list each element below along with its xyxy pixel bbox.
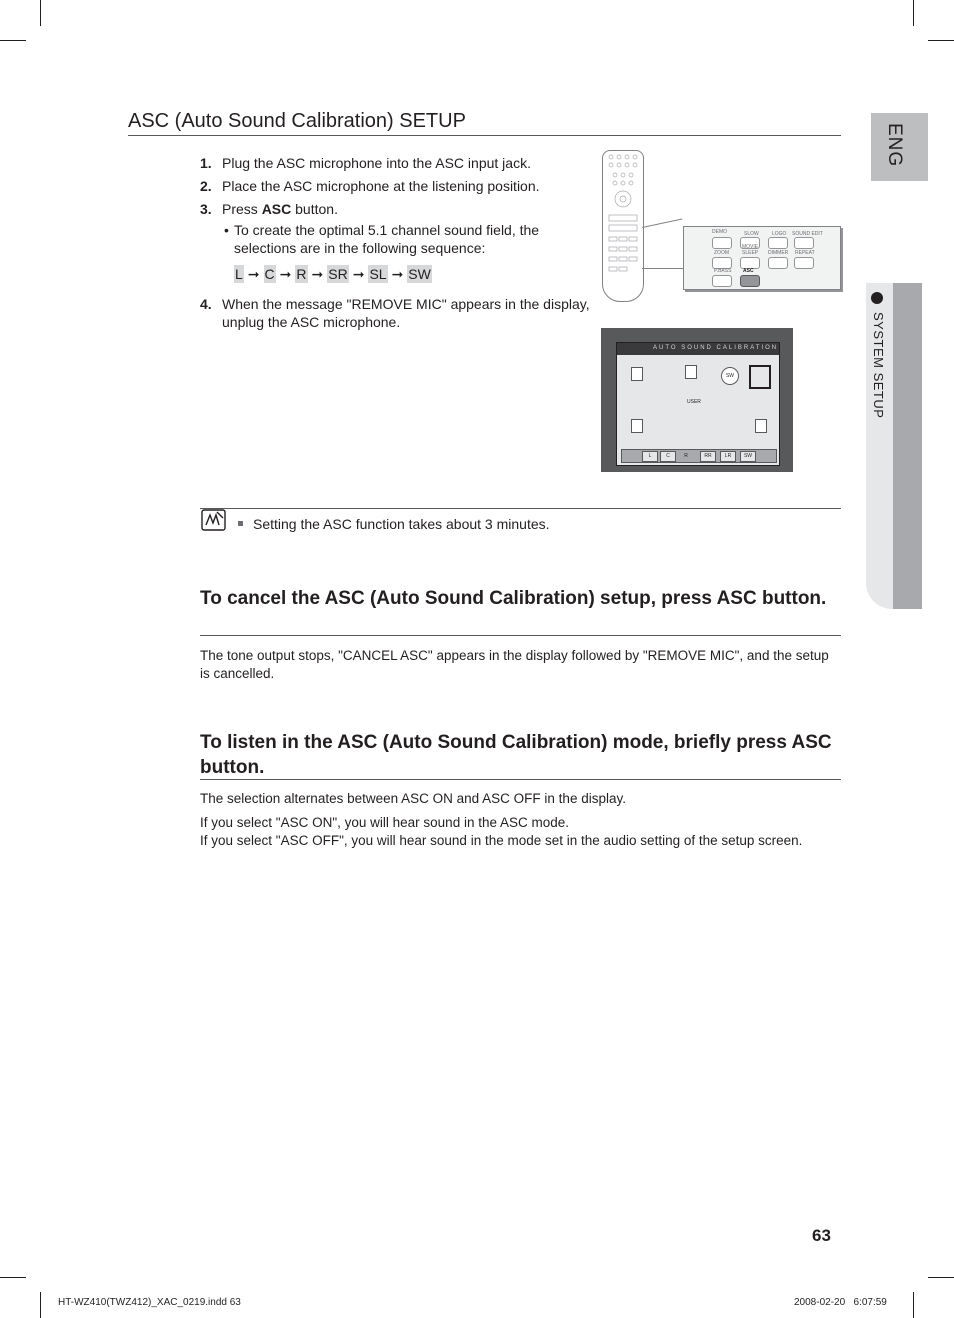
- arrow-right-icon: ➞: [391, 266, 404, 282]
- osd-channel-bar: [621, 449, 777, 463]
- step-number: 3.: [200, 201, 212, 217]
- step-number: 1.: [200, 155, 212, 171]
- note-text: [238, 516, 550, 532]
- footer-timestamp: 2008-02-20 6:07:59: [794, 1297, 887, 1308]
- listen-text-3: If you select "ASC OFF", you will hear sound in the mode set in the audio setting of the setup screen.: [200, 833, 803, 848]
- remote-control-illustration: [602, 150, 644, 302]
- channel-label: SL: [369, 266, 387, 282]
- crop-mark: [0, 40, 26, 41]
- page-number: 63: [812, 1226, 831, 1245]
- step-bold-text: ASC: [261, 201, 292, 217]
- step-text: Press: [222, 201, 262, 217]
- step-text: button.: [291, 201, 338, 217]
- remote-zoom-panel: [683, 226, 841, 290]
- language-tab: [871, 113, 928, 181]
- steps-list: [200, 154, 590, 336]
- osd-channel-tab: C: [660, 451, 676, 462]
- crop-mark: [913, 0, 914, 26]
- speaker-icon: [631, 367, 643, 381]
- note-content: Setting the ASC function takes about 3 minutes.: [253, 516, 550, 532]
- remote-button: [768, 257, 788, 269]
- speaker-icon: [631, 419, 643, 433]
- section-tab-label: SYSTEM SETUP: [871, 312, 886, 419]
- speaker-selection-frame: [749, 365, 771, 389]
- callout-line: [642, 268, 683, 269]
- subwoofer-icon: SW: [721, 367, 739, 385]
- note-rule: [200, 508, 841, 509]
- osd-header: [617, 343, 779, 355]
- listen-heading: To listen in the ASC (Auto Sound Calibration) mode, briefly press ASC button.: [200, 732, 832, 778]
- remote-button: [712, 237, 732, 249]
- crop-mark: [928, 40, 954, 41]
- remote-buttons-icon: [603, 151, 643, 301]
- osd-user-label: USER: [687, 399, 701, 405]
- listen-text-1: The selection alternates between ASC ON and ASC OFF in the display.: [200, 791, 626, 806]
- crop-mark: [0, 1277, 26, 1278]
- cancel-heading: To cancel the ASC (Auto Sound Calibration) setup, press ASC button.: [200, 588, 827, 609]
- osd-title: AUTO SOUND CALIBRATION: [653, 345, 779, 351]
- crop-mark: [40, 0, 41, 26]
- channel-label: SW: [408, 266, 431, 282]
- step-item: [200, 154, 590, 172]
- note-pencil-icon: [201, 509, 226, 531]
- remote-label: LOGO: [772, 231, 787, 237]
- callout-line: [642, 218, 682, 228]
- section-title: ASC (Auto Sound Calibration) SETUP: [128, 110, 466, 132]
- remote-button: [712, 275, 732, 287]
- square-bullet-icon: [238, 521, 243, 526]
- step-text: Plug the ASC microphone into the ASC input jack.: [222, 155, 531, 171]
- step-item: [200, 200, 590, 283]
- remote-label: SLEEP: [742, 250, 759, 256]
- heading-rule: [200, 779, 841, 780]
- step-number: 2.: [200, 178, 212, 194]
- remote-label: SOUND EDIT: [792, 231, 823, 237]
- asc-screen-illustration: [601, 328, 793, 472]
- speaker-icon: [755, 419, 767, 433]
- remote-label: SLOW: [744, 231, 759, 237]
- footer-filename: HT-WZ410(TWZ412)_XAC_0219.indd 63: [58, 1297, 241, 1308]
- channel-label: L: [235, 266, 243, 282]
- remote-label: DEMO: [712, 229, 727, 235]
- crop-mark: [928, 1277, 954, 1278]
- arrow-right-icon: ➞: [279, 266, 292, 282]
- step-item: [200, 295, 590, 331]
- osd-screen: [616, 342, 780, 466]
- remote-label: MOVIE: [742, 244, 759, 250]
- arrow-right-icon: ➞: [311, 266, 324, 282]
- channel-label: SR: [328, 266, 348, 282]
- channel-label: C: [264, 266, 275, 282]
- asc-button-label: ASC: [743, 268, 754, 274]
- remote-label: DIMMER: [768, 250, 789, 256]
- channel-sequence: [234, 265, 590, 283]
- osd-channel-tab: RR: [700, 451, 716, 462]
- bullet-text: To create the optimal 5.1 channel sound field, the selections are in the following sequence:: [234, 222, 540, 256]
- step-item: [200, 177, 590, 195]
- arrow-right-icon: ➞: [352, 266, 365, 282]
- osd-channel-tab: L: [642, 451, 658, 462]
- step-bullet: [222, 221, 590, 257]
- bullet-circle-icon: [871, 292, 883, 304]
- crop-mark: [40, 1292, 41, 1318]
- speaker-icon: [685, 365, 697, 379]
- title-rule: [128, 135, 841, 136]
- language-tab-label: ENG: [884, 123, 905, 168]
- remote-label: P.BASS: [714, 268, 732, 274]
- heading-rule: [200, 635, 841, 636]
- cancel-text: The tone output stops, "CANCEL ASC" appears in the display followed by "REMOVE MIC", and the setup is cancelled.: [200, 648, 829, 681]
- asc-button-highlight: [740, 275, 760, 287]
- step-text: When the message "REMOVE MIC" appears in the display, unplug the ASC microphone.: [222, 296, 590, 330]
- step-number: 4.: [200, 296, 212, 312]
- remote-label: ZOOM: [714, 250, 729, 256]
- arrow-right-icon: ➞: [247, 266, 260, 282]
- step-text: Place the ASC microphone at the listening position.: [222, 178, 540, 194]
- channel-label: R: [296, 266, 307, 282]
- remote-button: [768, 237, 788, 249]
- bullet-dot-icon: •: [224, 222, 229, 238]
- crop-mark: [913, 1292, 914, 1318]
- listen-text-2: If you select "ASC ON", you will hear sound in the ASC mode.: [200, 815, 570, 830]
- remote-button: [794, 257, 814, 269]
- remote-button: [794, 237, 814, 249]
- remote-label: REPEAT: [795, 250, 815, 256]
- section-tab: [864, 292, 900, 442]
- osd-channel-tab: R: [684, 453, 688, 459]
- osd-channel-tab: LR: [720, 451, 736, 462]
- osd-channel-tab: SW: [740, 451, 756, 462]
